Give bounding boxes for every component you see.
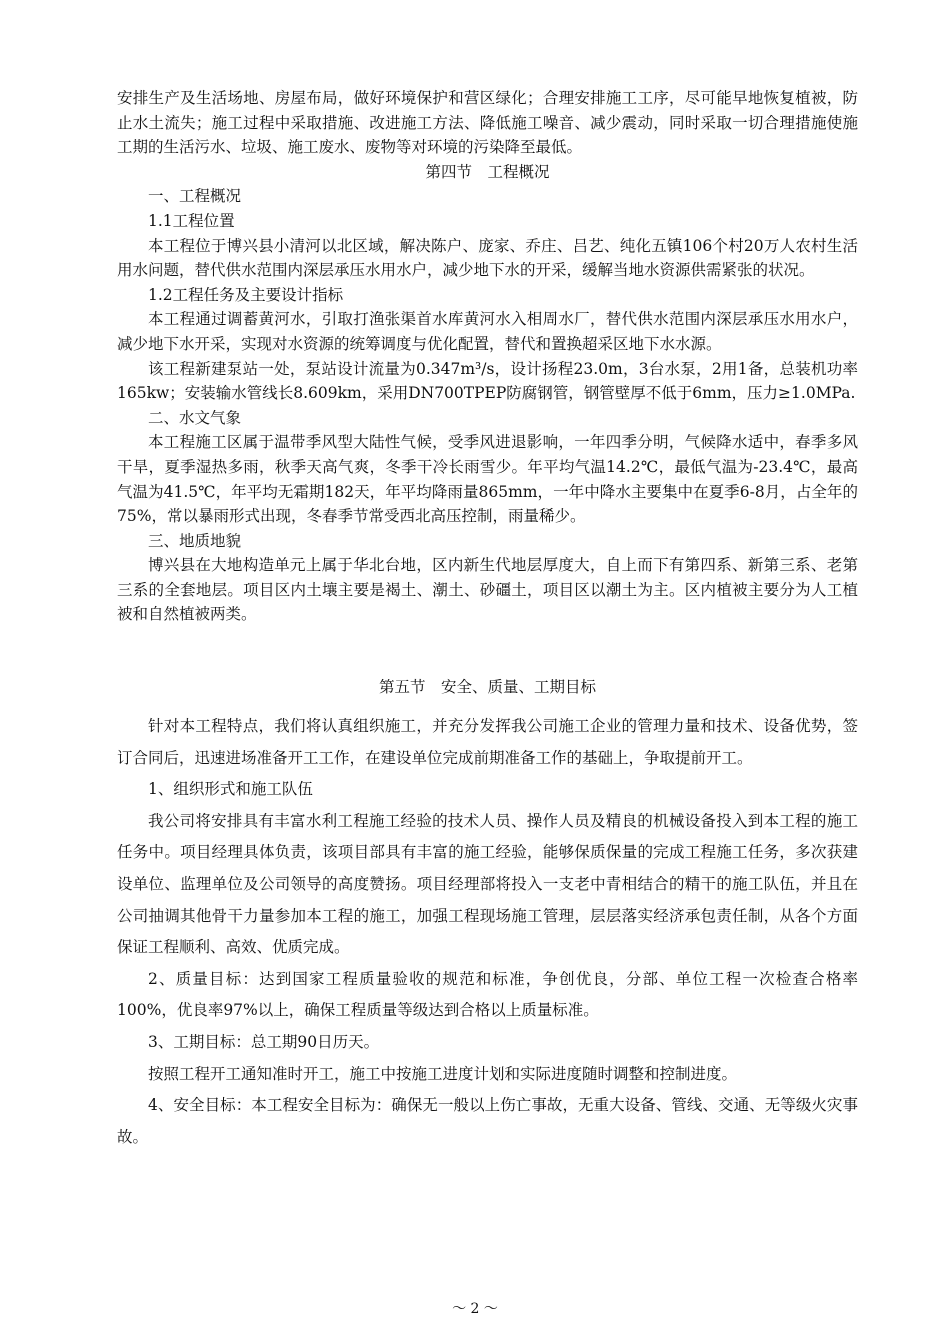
page-number: ～ 2 ～ (452, 1301, 498, 1317)
heading-tasks: 1.2工程任务及主要设计指标 (148, 285, 344, 304)
paragraph-location: 本工程位于博兴县小清河以北区域，解决陈户、庞家、乔庄、吕艺、纯化五镇106个村20万人农村生活用水问题，替代供水范围内深层承压水用水户，减少地下水的开采，缓解当地水资源供需紧张的状况。 (117, 236, 858, 280)
heading-location: 1.1工程位置 (148, 211, 235, 230)
heading-geology: 三、地质地貌 (148, 531, 242, 550)
heading-overview: 一、工程概况 (148, 187, 242, 206)
paragraph-quality: 2、质量目标：达到国家工程质量验收的规范和标准，争创优良，分部、单位工程一次检查合格率100%，优良率97%以上，确保工程质量等级达到合格以上质量标准。 (117, 969, 858, 1020)
section-five-block (117, 675, 858, 1153)
paragraph-tasks: 本工程通过调蓄黄河水，引取打渔张渠首水库黄河水入相周水厂，替代供水范围内深层承压水用水户，减少地下水开采，实现对水资源的统筹调度与优化配置，替代和置换超采区地下水水源。 (117, 310, 858, 353)
section-four-block (117, 86, 858, 627)
intro-paragraph: 安排生产及生活场地、房屋布局，做好环境保护和营区绿化；合理安排施工工序，尽可能早地恢复植被，防止水土流失；施工过程中采取措施、改进施工方法、降低施工噪音、减少震动，同时采取一切合理措施使施工期的生活污水、垃圾、施工废水、废物等对环境的污染降至最低。 (117, 89, 858, 157)
paragraph-intro-goals: 针对本工程特点，我们将认真组织施工，并充分发挥我公司施工企业的管理力量和技术、设备优势，签订合同后，迅速进场准备开工工作，在建设单位完成前期准备工作的基础上，争取提前开工。 (117, 717, 858, 767)
paragraph-schedule: 3、工期目标：总工期90日历天。 (148, 1033, 380, 1051)
heading-hydrology: 二、水文气象 (148, 408, 242, 427)
paragraph-hydrology: 本工程施工区属于温带季风型大陆性气候，受季风进退影响，一年四季分明，气候降水适中，春季多风干旱，夏季湿热多雨，秋季天高气爽，冬季干冷长雨雪少。年平均气温14.2℃，最低气温为-23.4℃，最高气温为41.5℃，年平均无霜期182天，年平均降雨量865mm，一年中降水主要集中在夏季6-8月，占全年的75%，常以暴雨形式出现，冬春季节常受西北高压控制，雨量稀少。 (117, 433, 858, 526)
paragraph-specs: 该工程新建泵站一处，泵站设计流量为0.347m³/s，设计扬程23.0m，3台水泵，2用1备，总装机功率165kw；安装输水管线长8.609km，采用DN700TPEP防腐钢管，钢管壁厚不低于6mm，压力≥1.0MPa. (117, 359, 858, 403)
section-spacer (117, 627, 858, 675)
heading-organization: 1、组织形式和施工队伍 (148, 780, 313, 799)
document-page (117, 86, 858, 1153)
section4-title: 第四节 工程概况 (425, 162, 550, 181)
paragraph-organization: 我公司将安排具有丰富水利工程施工经验的技术人员、操作人员及精良的机械设备投入到本工程的施工任务中。项目经理具体负责，该项目部具有丰富的施工经验，能够保质保量的完成工程施工任务，多次获建设单位、监理单位及公司领导的高度赞扬。项目经理部将投入一支老中青相结合的精干的施工队伍，并且在公司抽调其他骨干力量参加本工程的施工，加强工程现场施工管理，层层落实经济承包责任制，从各个方面保证工程顺利、高效、优质完成。 (117, 811, 858, 957)
section5-title: 第五节 安全、质量、工期目标 (378, 678, 596, 697)
paragraph-geology: 博兴县在大地构造单元上属于华北台地，区内新生代地层厚度大，自上而下有第四系、新第三系、老第三系的全套地层。项目区内土壤主要是褐土、潮土、砂礓土，项目区以潮土为主。区内植被主要分为人工植被和自然植被两类。 (117, 556, 858, 624)
paragraph-safety: 4、安全目标：本工程安全目标为：确保无一般以上伤亡事故，无重大设备、管线、交通、无等级火灾事故。 (117, 1096, 858, 1146)
paragraph-schedule-control: 按照工程开工通知准时开工，施工中按施工进度计划和实际进度随时调整和控制进度。 (148, 1064, 738, 1083)
